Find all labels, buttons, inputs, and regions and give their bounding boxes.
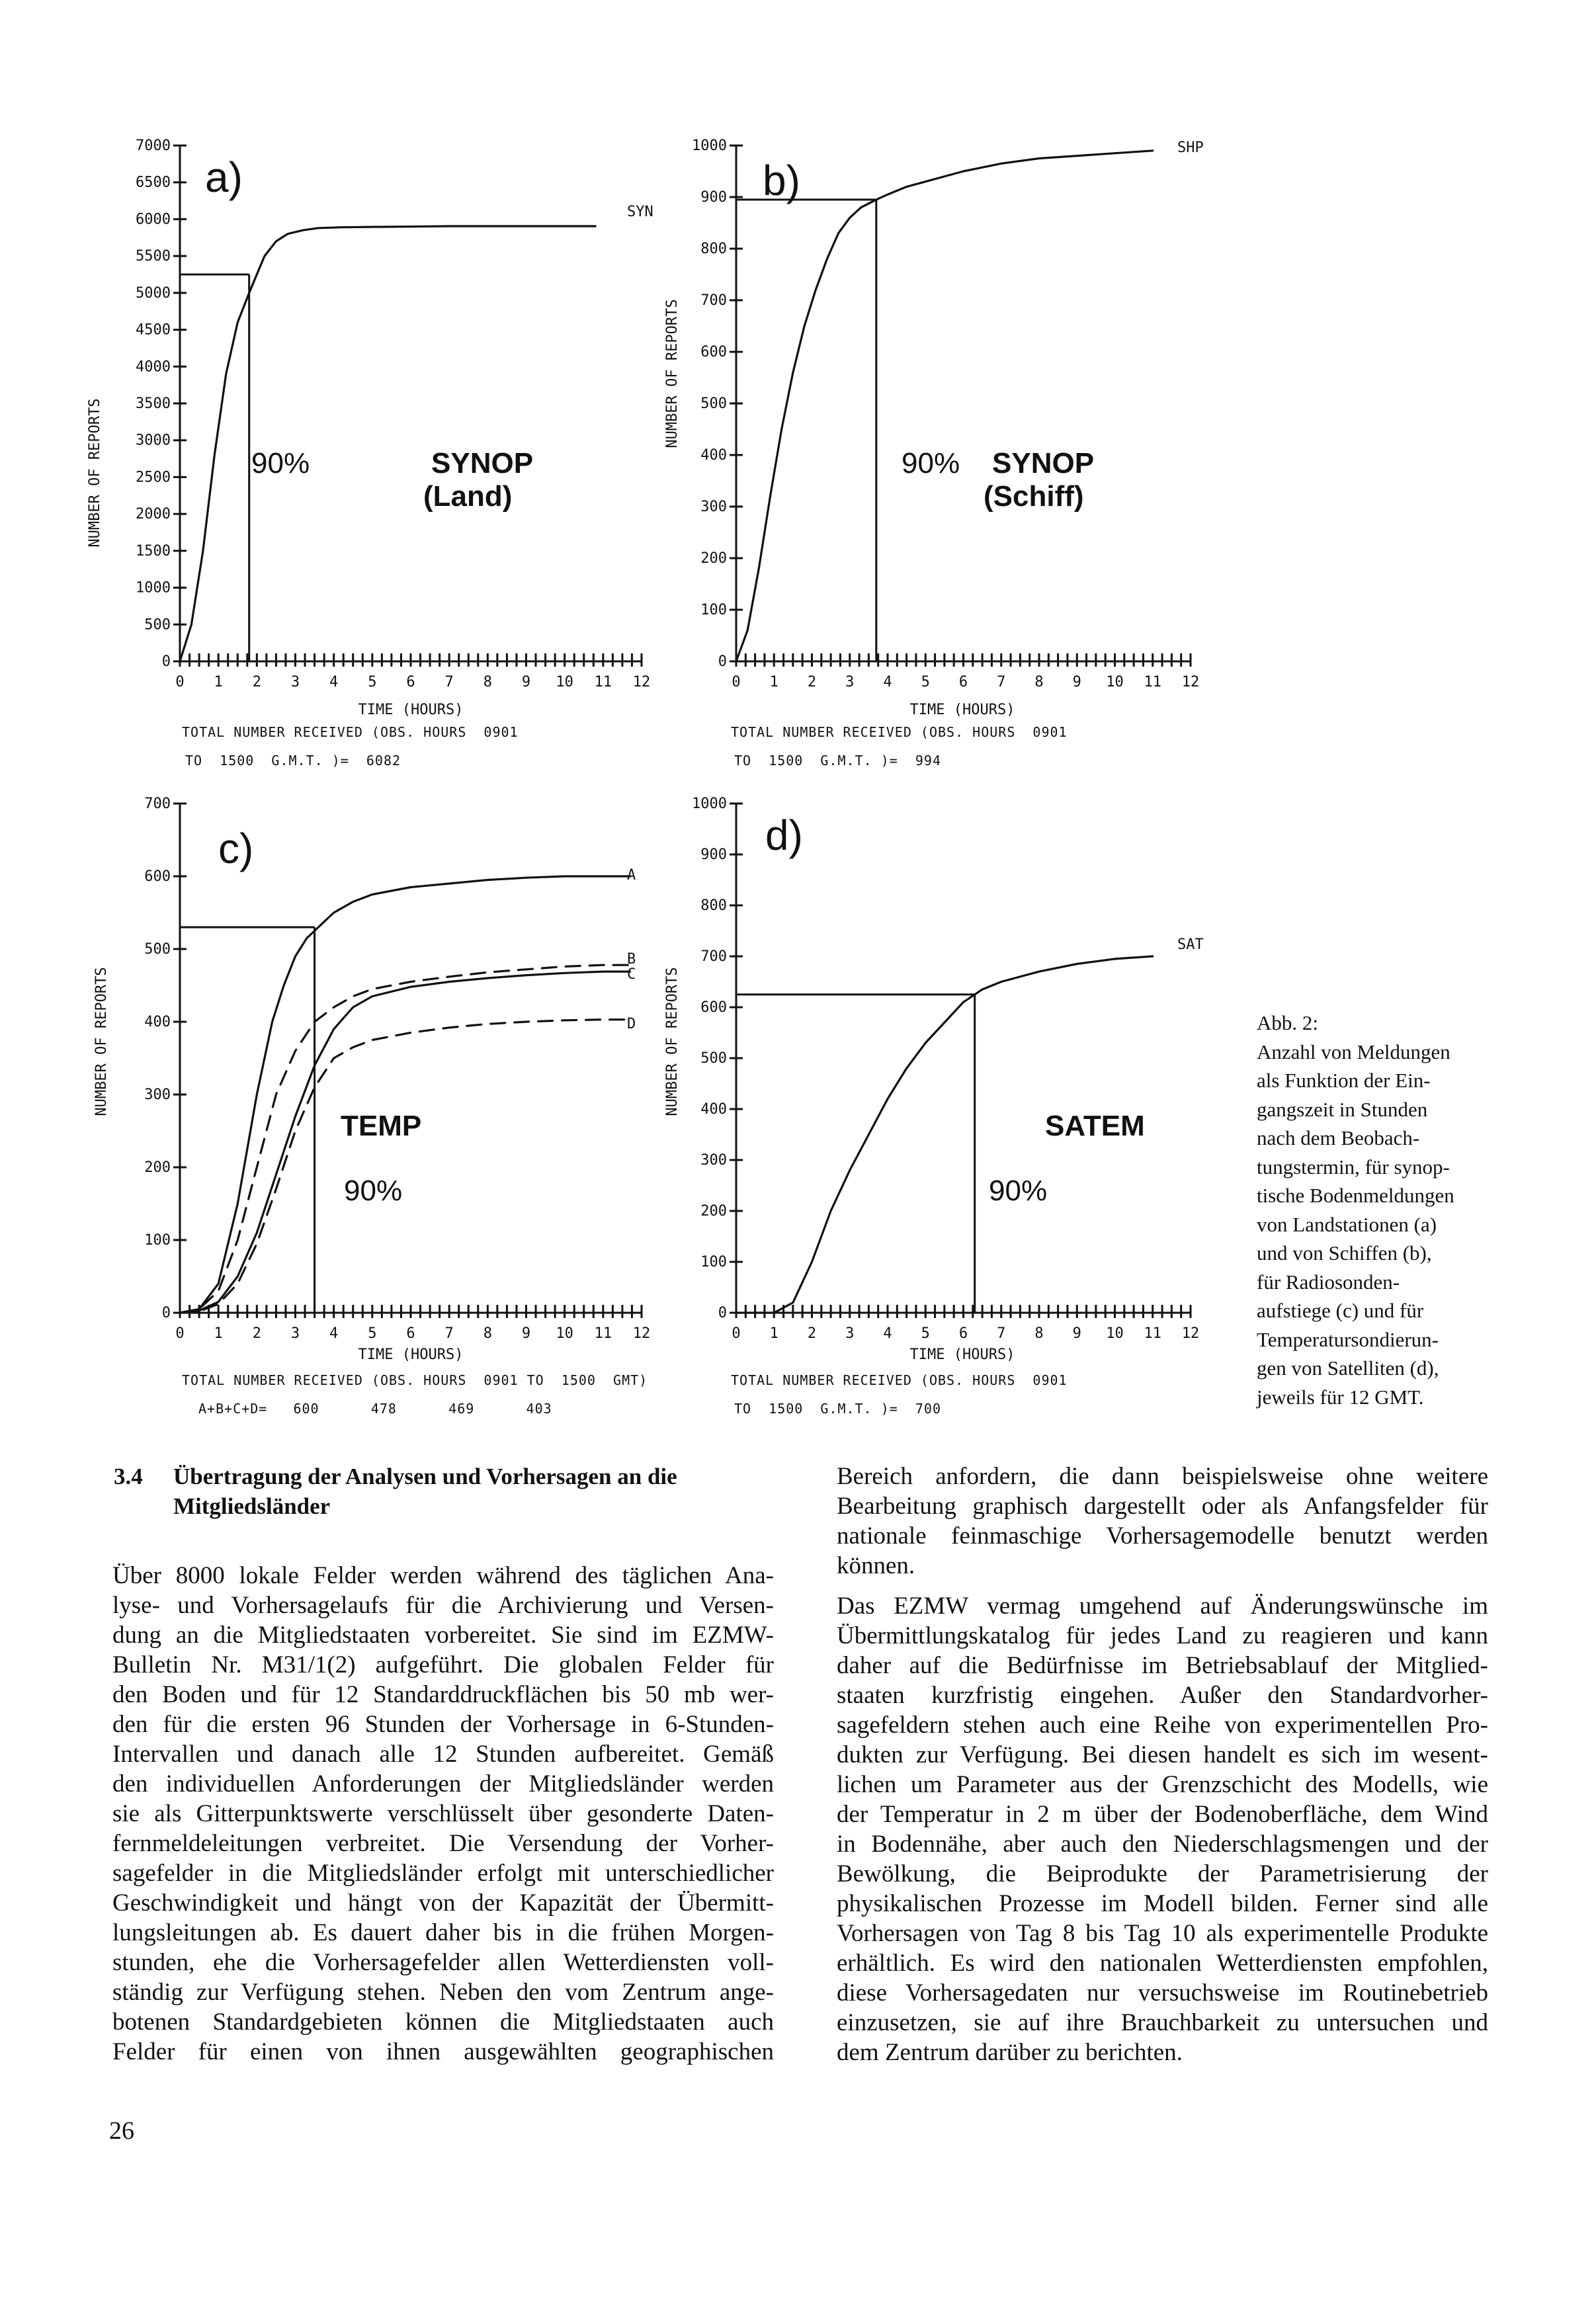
body-line: sie als Gitterpunktswerte verschlüsselt über gesonderte Daten- xyxy=(112,1800,774,1827)
x-tick-label: 2 xyxy=(252,1325,261,1342)
x-axis-title: TIME (HOURS) xyxy=(358,702,464,718)
caption-line: gen von Satelliten (d), xyxy=(1257,1356,1439,1380)
x-tick-label: 5 xyxy=(368,1325,377,1342)
x-tick-label: 0 xyxy=(175,674,185,690)
body-line: den für die ersten 96 Stunden der Vorhersage in 6-Stunden- xyxy=(112,1711,774,1738)
footer-line-2: A+B+C+D= 600 478 469 403 xyxy=(198,1401,552,1417)
caption-line: jeweils für 12 GMT. xyxy=(1257,1385,1424,1409)
x-tick-label: 8 xyxy=(483,1325,492,1342)
percent-label: 90% xyxy=(251,447,310,479)
x-tick-label: 0 xyxy=(732,674,741,690)
x-tick-label: 7 xyxy=(444,1325,454,1342)
y-tick-group xyxy=(692,796,743,1321)
series-label-a: A xyxy=(627,867,636,884)
body-line: physikalischen Prozesse im Modell bilden. Ferner sind alle xyxy=(837,1890,1488,1917)
footer-line-1: TOTAL NUMBER RECEIVED (OBS. HOURS 0901 xyxy=(731,1372,1068,1388)
series-label-d: D xyxy=(627,1016,636,1032)
footer-line-1: TOTAL NUMBER RECEIVED (OBS. HOURS 0901 xyxy=(182,724,519,740)
x-tick-label: 0 xyxy=(732,1325,741,1342)
body-line: Bulletin Nr. M31/1(2) aufgeführt. Die globalen Felder für xyxy=(112,1651,774,1678)
y-tick-label: 700 xyxy=(144,796,171,812)
y-tick-label: 0 xyxy=(718,1305,727,1321)
y-tick-label: 6500 xyxy=(136,174,171,191)
x-tick-label: 6 xyxy=(958,674,968,690)
guide-lines xyxy=(736,200,876,661)
body-line: dukten zur Verfügung. Bei diesen handelt es sich im wesent- xyxy=(837,1741,1488,1768)
series-label-shp: SHP xyxy=(1177,140,1204,156)
x-tick-label: 2 xyxy=(807,1325,817,1342)
caption-line: und von Schiffen (b), xyxy=(1257,1241,1432,1264)
panel-label: b) xyxy=(763,157,800,204)
x-tick-label: 12 xyxy=(1181,1325,1200,1342)
page-number: 26 xyxy=(109,2117,134,2145)
x-tick-label: 5 xyxy=(921,1325,930,1342)
chart-c-svg xyxy=(86,790,681,1425)
x-tick-label: 12 xyxy=(632,674,651,690)
guide-lines xyxy=(180,274,249,661)
x-tick-label: 6 xyxy=(406,674,415,690)
x-tick-label: 3 xyxy=(290,674,300,690)
x-tick-label: 4 xyxy=(329,674,339,690)
series-group xyxy=(180,226,595,661)
y-tick-group xyxy=(692,138,743,670)
series-line-syn xyxy=(180,226,595,661)
x-tick-label: 1 xyxy=(769,674,778,690)
type-label: SATEM xyxy=(1045,1110,1145,1142)
caption-line: von Landstationen (a) xyxy=(1257,1212,1437,1236)
body-line: stunden, ehe die Vorhersagefelder allen Wetterdiensten voll- xyxy=(112,1949,774,1976)
type-label: SYNOP xyxy=(992,447,1095,479)
y-tick-label: 500 xyxy=(700,395,727,412)
y-tick-label: 1000 xyxy=(136,579,171,597)
y-tick-label: 4500 xyxy=(136,321,171,339)
x-tick-label: 9 xyxy=(521,674,531,690)
y-tick-label: 700 xyxy=(700,948,727,965)
section-heading xyxy=(114,1462,775,1528)
percent-label: 90% xyxy=(344,1175,403,1207)
body-line: staaten kurzfristig eingehen. Außer den Standardvorher- xyxy=(837,1682,1488,1709)
guide-lines xyxy=(736,995,975,1313)
body-line: lichen um Parameter aus der Grenzschicht des Modells, wie xyxy=(837,1771,1488,1798)
y-tick-label: 0 xyxy=(161,653,171,670)
y-tick-label: 200 xyxy=(144,1159,171,1176)
chart-d xyxy=(651,790,1234,1425)
body-line: botenen Standardgebieten können die Mitgliedstaaten auch xyxy=(112,2008,774,2036)
body-line: können. xyxy=(837,1552,915,1579)
x-tick-label: 8 xyxy=(1034,1325,1044,1342)
y-tick-label: 4000 xyxy=(136,358,171,376)
section-title-line-1: Übertragung der Analysen und Vorhersagen an die xyxy=(173,1464,677,1489)
x-tick-label: 10 xyxy=(1106,674,1124,690)
caption-line: nach dem Beobach- xyxy=(1257,1126,1420,1149)
y-tick-label: 400 xyxy=(700,1101,727,1118)
body-line: lungsleitungen ab. Es dauert daher bis in die frühen Morgen- xyxy=(112,1919,774,1946)
body-line: den Boden und für 12 Standarddruckflächen bis 50 mb wer- xyxy=(112,1681,774,1708)
y-tick-label: 300 xyxy=(144,1087,171,1103)
x-tick-label: 2 xyxy=(252,674,261,690)
y-axis-title: NUMBER OF REPORTS xyxy=(93,967,110,1116)
series-line-d xyxy=(180,1020,630,1313)
y-tick-label: 1000 xyxy=(692,138,727,154)
caption-line: Abb. 2: xyxy=(1257,1011,1318,1034)
y-tick-label: 500 xyxy=(700,1050,727,1067)
x-tick-label: 6 xyxy=(958,1325,968,1342)
y-tick-label: 400 xyxy=(700,447,727,464)
series-label-b: B xyxy=(627,951,636,968)
y-tick-label: 2500 xyxy=(136,469,171,486)
y-tick-label: 800 xyxy=(700,897,727,914)
x-tick-label: 1 xyxy=(214,1325,223,1342)
body-line: Bereich anfordern, die dann beispielsweise ohne weitere xyxy=(837,1463,1488,1490)
type-label: TEMP xyxy=(341,1110,422,1142)
y-tick-label: 100 xyxy=(700,1254,727,1270)
body-line: nationale feinmaschige Vorhersagemodelle benutzt werden xyxy=(837,1522,1488,1550)
y-tick-label: 500 xyxy=(144,941,171,958)
y-axis-title: NUMBER OF REPORTS xyxy=(664,299,681,448)
series-label-c: C xyxy=(627,966,636,983)
series-label-syn: SYN xyxy=(627,204,653,220)
x-tick-label: 10 xyxy=(1106,1325,1124,1342)
footer-line-2: TO 1500 G.M.T. )= 994 xyxy=(734,753,941,768)
y-tick-label: 5000 xyxy=(136,284,171,302)
x-tick-label: 1 xyxy=(214,674,223,690)
percent-label: 90% xyxy=(902,447,960,479)
series-group xyxy=(736,151,1153,661)
x-tick-label: 4 xyxy=(329,1325,339,1342)
caption-line: als Funktion der Ein- xyxy=(1257,1069,1431,1092)
x-axis-title: TIME (HOURS) xyxy=(909,702,1015,718)
x-tick-label: 1 xyxy=(769,1325,778,1342)
x-tick-label: 3 xyxy=(290,1325,300,1342)
y-axis-title: NUMBER OF REPORTS xyxy=(664,967,681,1116)
body-line: Über 8000 lokale Felder werden während des täglichen Ana- xyxy=(112,1562,774,1589)
x-tick-label: 4 xyxy=(883,674,892,690)
chart-a-svg xyxy=(86,129,681,777)
y-tick-label: 600 xyxy=(700,344,727,360)
y-tick-label: 0 xyxy=(718,653,727,670)
body-line: sagefelder in die Mitgliedsländer erfolgt mit unterschiedlicher xyxy=(112,1860,774,1887)
y-tick-label: 100 xyxy=(700,602,727,618)
body-line: in Bodennähe, aber auch den Niederschlagsmengen und der xyxy=(837,1831,1488,1858)
x-tick-label: 9 xyxy=(1072,674,1081,690)
footer-line-2: TO 1500 G.M.T. )= 6082 xyxy=(185,753,401,768)
chart-d-svg xyxy=(651,790,1234,1425)
type-label: SYNOP xyxy=(431,447,534,479)
y-tick-label: 200 xyxy=(700,550,727,567)
caption-line: Temperatursondierun- xyxy=(1257,1327,1439,1351)
body-line: Intervallen und danach alle 12 Stunden aufbereitet. Gemäß xyxy=(112,1741,774,1768)
x-tick-label: 0 xyxy=(175,1325,185,1342)
y-tick-label: 5500 xyxy=(136,248,171,265)
x-tick-group xyxy=(175,653,650,690)
figure-caption xyxy=(1257,1009,1541,1411)
body-line: Geschwindigkeit und hängt von der Kapazität der Übermitt- xyxy=(112,1889,774,1917)
x-tick-label: 5 xyxy=(368,674,377,690)
series-line-shp xyxy=(736,151,1153,661)
caption-line: tungstermin, für synop- xyxy=(1257,1155,1450,1179)
body-line: lyse- und Vorhersagelaufs für die Archivierung und Versen- xyxy=(112,1592,774,1619)
body-line: Übermittlungskatalog für jedes Land zu reagieren und kann xyxy=(837,1622,1488,1649)
x-tick-label: 8 xyxy=(1034,674,1044,690)
body-line: dung an die Mitgliedstaaten vorbereitet. Sie sind im EZMW- xyxy=(112,1622,774,1649)
body-line: sagefeldern stehen auch eine Reihe von experimentellen Pro- xyxy=(837,1712,1488,1739)
x-tick-label: 11 xyxy=(1144,1325,1161,1342)
body-line: Vorhersagen von Tag 8 bis Tag 10 als experimentelle Produkte xyxy=(837,1920,1488,1947)
y-tick-label: 600 xyxy=(700,999,727,1016)
footer-line-2: TO 1500 G.M.T. )= 700 xyxy=(734,1401,941,1417)
footer-line-1: TOTAL NUMBER RECEIVED (OBS. HOURS 0901 TO 1500 GMT) xyxy=(182,1372,648,1388)
footer-line-1: TOTAL NUMBER RECEIVED (OBS. HOURS 0901 xyxy=(731,724,1068,740)
y-tick-label: 7000 xyxy=(136,138,171,154)
y-tick-label: 6000 xyxy=(136,211,171,228)
x-tick-label: 3 xyxy=(845,1325,855,1342)
body-line: ständig zur Verfügung stehen. Neben den vom Zentrum ange- xyxy=(112,1979,774,2006)
type-sublabel: (Land) xyxy=(423,480,513,513)
right-column xyxy=(837,1462,1488,2067)
section-number: 3.4 xyxy=(114,1464,143,1489)
x-tick-label: 5 xyxy=(921,674,930,690)
y-tick-label: 700 xyxy=(700,292,727,309)
y-tick-label: 100 xyxy=(144,1232,171,1249)
y-tick-label: 0 xyxy=(161,1305,171,1321)
x-tick-label: 7 xyxy=(997,1325,1006,1342)
y-axis-title: NUMBER OF REPORTS xyxy=(87,398,103,548)
section-title-line-2: Mitgliedsländer xyxy=(173,1493,331,1519)
body-line: Das EZMW vermag umgehend auf Änderungswünsche im xyxy=(837,1593,1488,1620)
x-tick-label: 11 xyxy=(594,674,612,690)
x-tick-label: 3 xyxy=(845,674,855,690)
x-tick-group xyxy=(732,653,1199,690)
x-tick-label: 9 xyxy=(1072,1325,1081,1342)
x-tick-group xyxy=(175,1305,650,1342)
x-tick-label: 12 xyxy=(1181,674,1200,690)
y-tick-label: 300 xyxy=(700,499,727,515)
caption-line: aufstiege (c) und für xyxy=(1257,1299,1424,1322)
y-tick-label: 800 xyxy=(700,241,727,257)
x-tick-label: 10 xyxy=(556,1325,573,1342)
y-tick-label: 1000 xyxy=(692,796,727,812)
caption-line: tische Bodenmeldungen xyxy=(1257,1184,1454,1207)
x-tick-label: 4 xyxy=(883,1325,892,1342)
y-tick-label: 500 xyxy=(144,616,171,634)
x-tick-label: 9 xyxy=(521,1325,531,1342)
y-tick-label: 900 xyxy=(700,847,727,863)
panel-label: d) xyxy=(765,811,803,859)
x-tick-label: 6 xyxy=(406,1325,415,1342)
chart-b xyxy=(651,129,1234,777)
series-label-sat: SAT xyxy=(1177,936,1204,953)
body-line: diese Vorhersagedaten nur versuchsweise im Routinebetrieb xyxy=(837,1979,1488,2007)
x-axis-title: TIME (HOURS) xyxy=(358,1346,464,1363)
series-line-a xyxy=(180,876,630,1313)
body-line: Bewölkung, die Beiprodukte der Parametrisierung der xyxy=(837,1860,1488,1887)
body-line: erhältlich. Es wird den nationalen Wetterdiensten empfohlen, xyxy=(837,1950,1488,1977)
y-tick-label: 3000 xyxy=(136,432,171,449)
x-tick-label: 7 xyxy=(444,674,454,690)
y-tick-label: 900 xyxy=(700,189,727,206)
y-tick-group xyxy=(136,138,187,670)
body-line: daher auf die Bedürfnisse im Betriebsablauf der Mitglied- xyxy=(837,1652,1488,1679)
left-column xyxy=(112,1561,774,2067)
body-line: dem Zentrum darüber zu berichten. xyxy=(837,2039,1183,2066)
panel-label: c) xyxy=(218,825,254,872)
x-tick-label: 8 xyxy=(483,674,492,690)
x-tick-group xyxy=(732,1305,1199,1342)
body-line: Bearbeitung graphisch dargestellt oder als Anfangsfelder für xyxy=(837,1493,1488,1520)
y-tick-label: 300 xyxy=(700,1152,727,1169)
x-tick-label: 2 xyxy=(807,674,817,690)
y-tick-label: 3500 xyxy=(136,395,171,412)
caption-line: Anzahl von Meldungen xyxy=(1257,1040,1450,1063)
body-line: Felder für einen von ihnen ausgewählten geographischen xyxy=(112,2038,774,2065)
y-tick-label: 2000 xyxy=(136,506,171,523)
x-tick-label: 12 xyxy=(632,1325,651,1342)
body-line: der Temperatur in 2 m über der Bodenoberfläche, dem Wind xyxy=(837,1801,1488,1828)
series-group xyxy=(180,876,630,1313)
chart-b-svg xyxy=(651,129,1234,777)
x-tick-label: 10 xyxy=(556,674,573,690)
chart-c xyxy=(86,790,681,1425)
y-tick-label: 400 xyxy=(144,1014,171,1030)
x-tick-label: 7 xyxy=(997,674,1006,690)
body-line: den individuellen Anforderungen der Mitgliedsländer werden xyxy=(112,1770,774,1798)
caption-line: gangszeit in Stunden xyxy=(1257,1097,1428,1121)
chart-a xyxy=(86,129,681,777)
panel-label: a) xyxy=(205,153,243,201)
y-tick-label: 200 xyxy=(700,1203,727,1220)
body-line: fernmeldeleitungen verbreitet. Die Versendung der Vorher- xyxy=(112,1830,774,1857)
type-sublabel: (Schiff) xyxy=(984,480,1084,513)
y-tick-label: 1500 xyxy=(136,542,171,559)
percent-label: 90% xyxy=(989,1175,1048,1207)
y-tick-label: 600 xyxy=(144,868,171,885)
body-line: einzusetzen, sie auf ihre Brauchbarkeit zu untersuchen und xyxy=(837,2009,1488,2036)
caption-line: für Radiosonden- xyxy=(1257,1270,1400,1294)
x-tick-label: 11 xyxy=(594,1325,612,1342)
x-axis-title: TIME (HOURS) xyxy=(909,1346,1015,1363)
x-tick-label: 11 xyxy=(1144,674,1161,690)
